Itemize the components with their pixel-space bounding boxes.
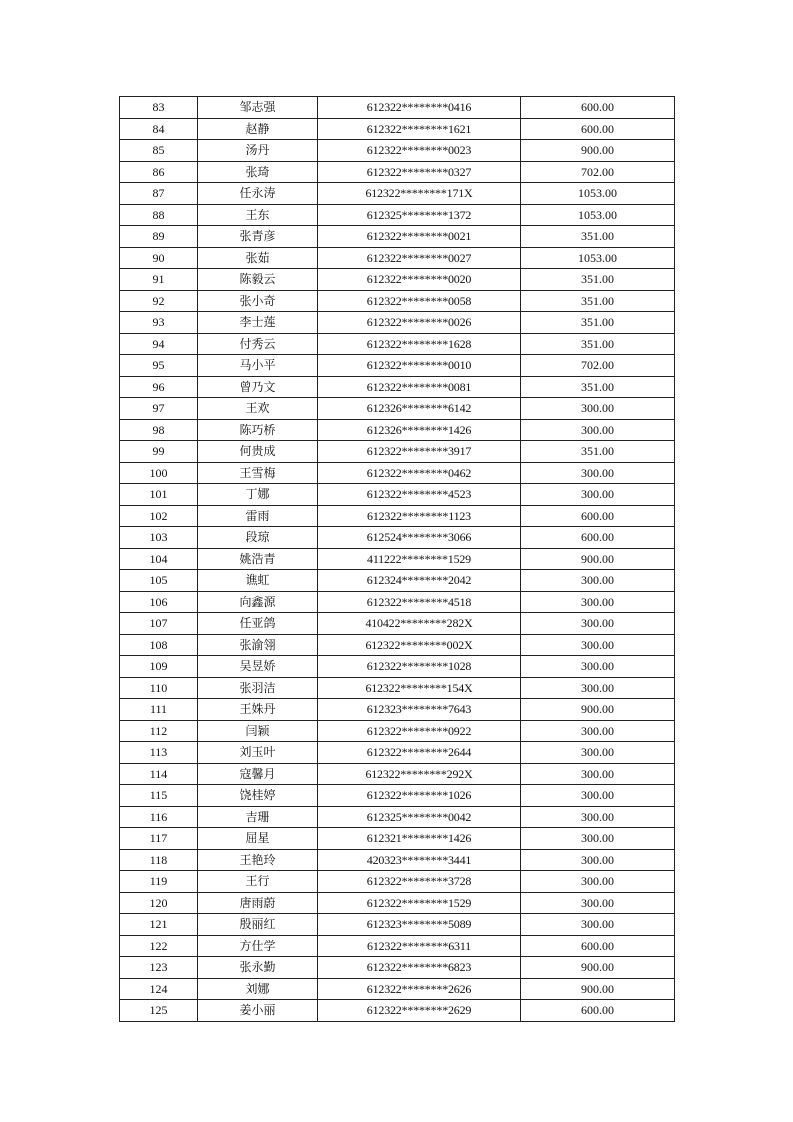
table-row [120, 613, 675, 635]
id-number-cell: 612322********0416 [318, 97, 521, 119]
id-number-cell: 612322********2626 [318, 978, 521, 1000]
id-number-cell: 612322********3917 [318, 441, 521, 463]
amount-cell: 300.00 [521, 763, 675, 785]
id-number-cell: 612322********171X [318, 183, 521, 205]
table-row [120, 957, 675, 979]
id-number-cell: 612322********4523 [318, 484, 521, 506]
name-cell: 殷丽红 [198, 914, 318, 936]
name-cell: 王行 [198, 871, 318, 893]
table-row [120, 505, 675, 527]
row-number-cell: 120 [120, 892, 198, 914]
table-row [120, 656, 675, 678]
id-number-cell: 612322********0023 [318, 140, 521, 162]
amount-cell: 300.00 [521, 806, 675, 828]
row-number-cell: 94 [120, 333, 198, 355]
row-number-cell: 97 [120, 398, 198, 420]
amount-cell: 300.00 [521, 785, 675, 807]
amount-cell: 600.00 [521, 505, 675, 527]
row-number-cell: 99 [120, 441, 198, 463]
id-number-cell: 612322********2629 [318, 1000, 521, 1022]
amount-cell: 351.00 [521, 290, 675, 312]
id-number-cell: 612322********2644 [318, 742, 521, 764]
row-number-cell: 96 [120, 376, 198, 398]
table-row [120, 441, 675, 463]
name-cell: 吉珊 [198, 806, 318, 828]
row-number-cell: 122 [120, 935, 198, 957]
id-number-cell: 612322********0026 [318, 312, 521, 334]
id-number-cell: 612321********1426 [318, 828, 521, 850]
id-number-cell: 411222********1529 [318, 548, 521, 570]
amount-cell: 300.00 [521, 462, 675, 484]
row-number-cell: 114 [120, 763, 198, 785]
roster-table-body [120, 97, 675, 1022]
row-number-cell: 95 [120, 355, 198, 377]
id-number-cell: 612322********4518 [318, 591, 521, 613]
name-cell: 屈星 [198, 828, 318, 850]
id-number-cell: 612325********0042 [318, 806, 521, 828]
row-number-cell: 106 [120, 591, 198, 613]
id-number-cell: 420323********3441 [318, 849, 521, 871]
name-cell: 任亚鸽 [198, 613, 318, 635]
id-number-cell: 612322********1026 [318, 785, 521, 807]
id-number-cell: 612322********0020 [318, 269, 521, 291]
table-row [120, 677, 675, 699]
amount-cell: 300.00 [521, 398, 675, 420]
name-cell: 张永勤 [198, 957, 318, 979]
id-number-cell: 612325********1372 [318, 204, 521, 226]
id-number-cell: 612322********154X [318, 677, 521, 699]
amount-cell: 351.00 [521, 333, 675, 355]
name-cell: 何贵成 [198, 441, 318, 463]
id-number-cell: 612322********0462 [318, 462, 521, 484]
amount-cell: 900.00 [521, 548, 675, 570]
row-number-cell: 101 [120, 484, 198, 506]
id-number-cell: 612322********002X [318, 634, 521, 656]
amount-cell: 900.00 [521, 699, 675, 721]
name-cell: 张青彦 [198, 226, 318, 248]
table-row [120, 871, 675, 893]
name-cell: 曾乃文 [198, 376, 318, 398]
row-number-cell: 89 [120, 226, 198, 248]
amount-cell: 300.00 [521, 591, 675, 613]
name-cell: 唐雨蔚 [198, 892, 318, 914]
table-row [120, 333, 675, 355]
id-number-cell: 612322********3728 [318, 871, 521, 893]
id-number-cell: 612322********1028 [318, 656, 521, 678]
name-cell: 李士莲 [198, 312, 318, 334]
table-row [120, 269, 675, 291]
id-number-cell: 612322********6823 [318, 957, 521, 979]
row-number-cell: 88 [120, 204, 198, 226]
row-number-cell: 107 [120, 613, 198, 635]
id-number-cell: 612323********5089 [318, 914, 521, 936]
row-number-cell: 111 [120, 699, 198, 721]
name-cell: 刘玉叶 [198, 742, 318, 764]
amount-cell: 351.00 [521, 441, 675, 463]
row-number-cell: 116 [120, 806, 198, 828]
amount-cell: 1053.00 [521, 183, 675, 205]
name-cell: 汤丹 [198, 140, 318, 162]
table-row [120, 355, 675, 377]
amount-cell: 351.00 [521, 269, 675, 291]
table-row [120, 828, 675, 850]
amount-cell: 900.00 [521, 978, 675, 1000]
row-number-cell: 110 [120, 677, 198, 699]
name-cell: 刘娜 [198, 978, 318, 1000]
id-number-cell: 612322********0027 [318, 247, 521, 269]
id-number-cell: 612322********0327 [318, 161, 521, 183]
row-number-cell: 83 [120, 97, 198, 119]
amount-cell: 300.00 [521, 892, 675, 914]
table-row [120, 247, 675, 269]
row-number-cell: 105 [120, 570, 198, 592]
amount-cell: 600.00 [521, 1000, 675, 1022]
name-cell: 姚浩青 [198, 548, 318, 570]
name-cell: 任永涛 [198, 183, 318, 205]
id-number-cell: 612324********2042 [318, 570, 521, 592]
row-number-cell: 100 [120, 462, 198, 484]
name-cell: 张渝翎 [198, 634, 318, 656]
amount-cell: 900.00 [521, 957, 675, 979]
row-number-cell: 86 [120, 161, 198, 183]
roster-table [119, 96, 675, 1022]
amount-cell: 300.00 [521, 742, 675, 764]
amount-cell: 300.00 [521, 613, 675, 635]
name-cell: 张茹 [198, 247, 318, 269]
table-row [120, 892, 675, 914]
table-row [120, 118, 675, 140]
row-number-cell: 108 [120, 634, 198, 656]
amount-cell: 300.00 [521, 871, 675, 893]
table-row [120, 312, 675, 334]
row-number-cell: 123 [120, 957, 198, 979]
amount-cell: 300.00 [521, 914, 675, 936]
table-row [120, 806, 675, 828]
table-row [120, 699, 675, 721]
id-number-cell: 612323********7643 [318, 699, 521, 721]
id-number-cell: 612322********0081 [318, 376, 521, 398]
table-row [120, 97, 675, 119]
row-number-cell: 90 [120, 247, 198, 269]
row-number-cell: 115 [120, 785, 198, 807]
row-number-cell: 102 [120, 505, 198, 527]
id-number-cell: 612322********0010 [318, 355, 521, 377]
row-number-cell: 85 [120, 140, 198, 162]
name-cell: 付秀云 [198, 333, 318, 355]
amount-cell: 600.00 [521, 527, 675, 549]
table-row [120, 140, 675, 162]
amount-cell: 300.00 [521, 720, 675, 742]
row-number-cell: 118 [120, 849, 198, 871]
table-row [120, 785, 675, 807]
row-number-cell: 104 [120, 548, 198, 570]
row-number-cell: 98 [120, 419, 198, 441]
name-cell: 闫颖 [198, 720, 318, 742]
amount-cell: 300.00 [521, 849, 675, 871]
id-number-cell: 612322********1123 [318, 505, 521, 527]
id-number-cell: 612322********1628 [318, 333, 521, 355]
amount-cell: 300.00 [521, 656, 675, 678]
row-number-cell: 117 [120, 828, 198, 850]
amount-cell: 300.00 [521, 419, 675, 441]
id-number-cell: 612322********6311 [318, 935, 521, 957]
table-row [120, 527, 675, 549]
amount-cell: 600.00 [521, 97, 675, 119]
name-cell: 马小平 [198, 355, 318, 377]
id-number-cell: 410422********282X [318, 613, 521, 635]
amount-cell: 300.00 [521, 570, 675, 592]
row-number-cell: 92 [120, 290, 198, 312]
name-cell: 谯虹 [198, 570, 318, 592]
amount-cell: 1053.00 [521, 204, 675, 226]
table-row [120, 849, 675, 871]
name-cell: 张小奇 [198, 290, 318, 312]
table-row [120, 634, 675, 656]
amount-cell: 300.00 [521, 484, 675, 506]
id-number-cell: 612322********0021 [318, 226, 521, 248]
id-number-cell: 612326********6142 [318, 398, 521, 420]
row-number-cell: 121 [120, 914, 198, 936]
row-number-cell: 87 [120, 183, 198, 205]
name-cell: 陈毅云 [198, 269, 318, 291]
row-number-cell: 93 [120, 312, 198, 334]
table-row [120, 591, 675, 613]
table-row [120, 376, 675, 398]
name-cell: 向鑫源 [198, 591, 318, 613]
table-row [120, 484, 675, 506]
table-row [120, 226, 675, 248]
name-cell: 王东 [198, 204, 318, 226]
name-cell: 王欢 [198, 398, 318, 420]
amount-cell: 351.00 [521, 312, 675, 334]
amount-cell: 300.00 [521, 677, 675, 699]
name-cell: 王雪梅 [198, 462, 318, 484]
name-cell: 寇馨月 [198, 763, 318, 785]
row-number-cell: 112 [120, 720, 198, 742]
id-number-cell: 612322********292X [318, 763, 521, 785]
amount-cell: 351.00 [521, 376, 675, 398]
table-row [120, 161, 675, 183]
name-cell: 张琦 [198, 161, 318, 183]
name-cell: 姜小丽 [198, 1000, 318, 1022]
name-cell: 张羽洁 [198, 677, 318, 699]
amount-cell: 300.00 [521, 828, 675, 850]
row-number-cell: 113 [120, 742, 198, 764]
table-row [120, 763, 675, 785]
table-row [120, 720, 675, 742]
amount-cell: 600.00 [521, 935, 675, 957]
name-cell: 吴昱娇 [198, 656, 318, 678]
amount-cell: 300.00 [521, 634, 675, 656]
amount-cell: 702.00 [521, 355, 675, 377]
id-number-cell: 612524********3066 [318, 527, 521, 549]
name-cell: 段琼 [198, 527, 318, 549]
table-row [120, 398, 675, 420]
table-row [120, 914, 675, 936]
name-cell: 丁娜 [198, 484, 318, 506]
row-number-cell: 124 [120, 978, 198, 1000]
table-row [120, 290, 675, 312]
row-number-cell: 103 [120, 527, 198, 549]
row-number-cell: 91 [120, 269, 198, 291]
amount-cell: 600.00 [521, 118, 675, 140]
name-cell: 赵静 [198, 118, 318, 140]
table-row [120, 935, 675, 957]
amount-cell: 702.00 [521, 161, 675, 183]
name-cell: 饶桂婷 [198, 785, 318, 807]
name-cell: 王姝丹 [198, 699, 318, 721]
id-number-cell: 612322********0922 [318, 720, 521, 742]
name-cell: 陈巧桥 [198, 419, 318, 441]
amount-cell: 1053.00 [521, 247, 675, 269]
id-number-cell: 612322********1621 [318, 118, 521, 140]
table-row [120, 462, 675, 484]
id-number-cell: 612322********0058 [318, 290, 521, 312]
name-cell: 方仕学 [198, 935, 318, 957]
id-number-cell: 612326********1426 [318, 419, 521, 441]
name-cell: 雷雨 [198, 505, 318, 527]
name-cell: 邹志强 [198, 97, 318, 119]
name-cell: 王艳玲 [198, 849, 318, 871]
table-row [120, 548, 675, 570]
row-number-cell: 84 [120, 118, 198, 140]
table-row [120, 570, 675, 592]
amount-cell: 351.00 [521, 226, 675, 248]
table-row [120, 419, 675, 441]
row-number-cell: 119 [120, 871, 198, 893]
id-number-cell: 612322********1529 [318, 892, 521, 914]
table-row [120, 1000, 675, 1022]
table-row [120, 183, 675, 205]
table-row [120, 742, 675, 764]
table-row [120, 204, 675, 226]
row-number-cell: 125 [120, 1000, 198, 1022]
table-row [120, 978, 675, 1000]
row-number-cell: 109 [120, 656, 198, 678]
amount-cell: 900.00 [521, 140, 675, 162]
